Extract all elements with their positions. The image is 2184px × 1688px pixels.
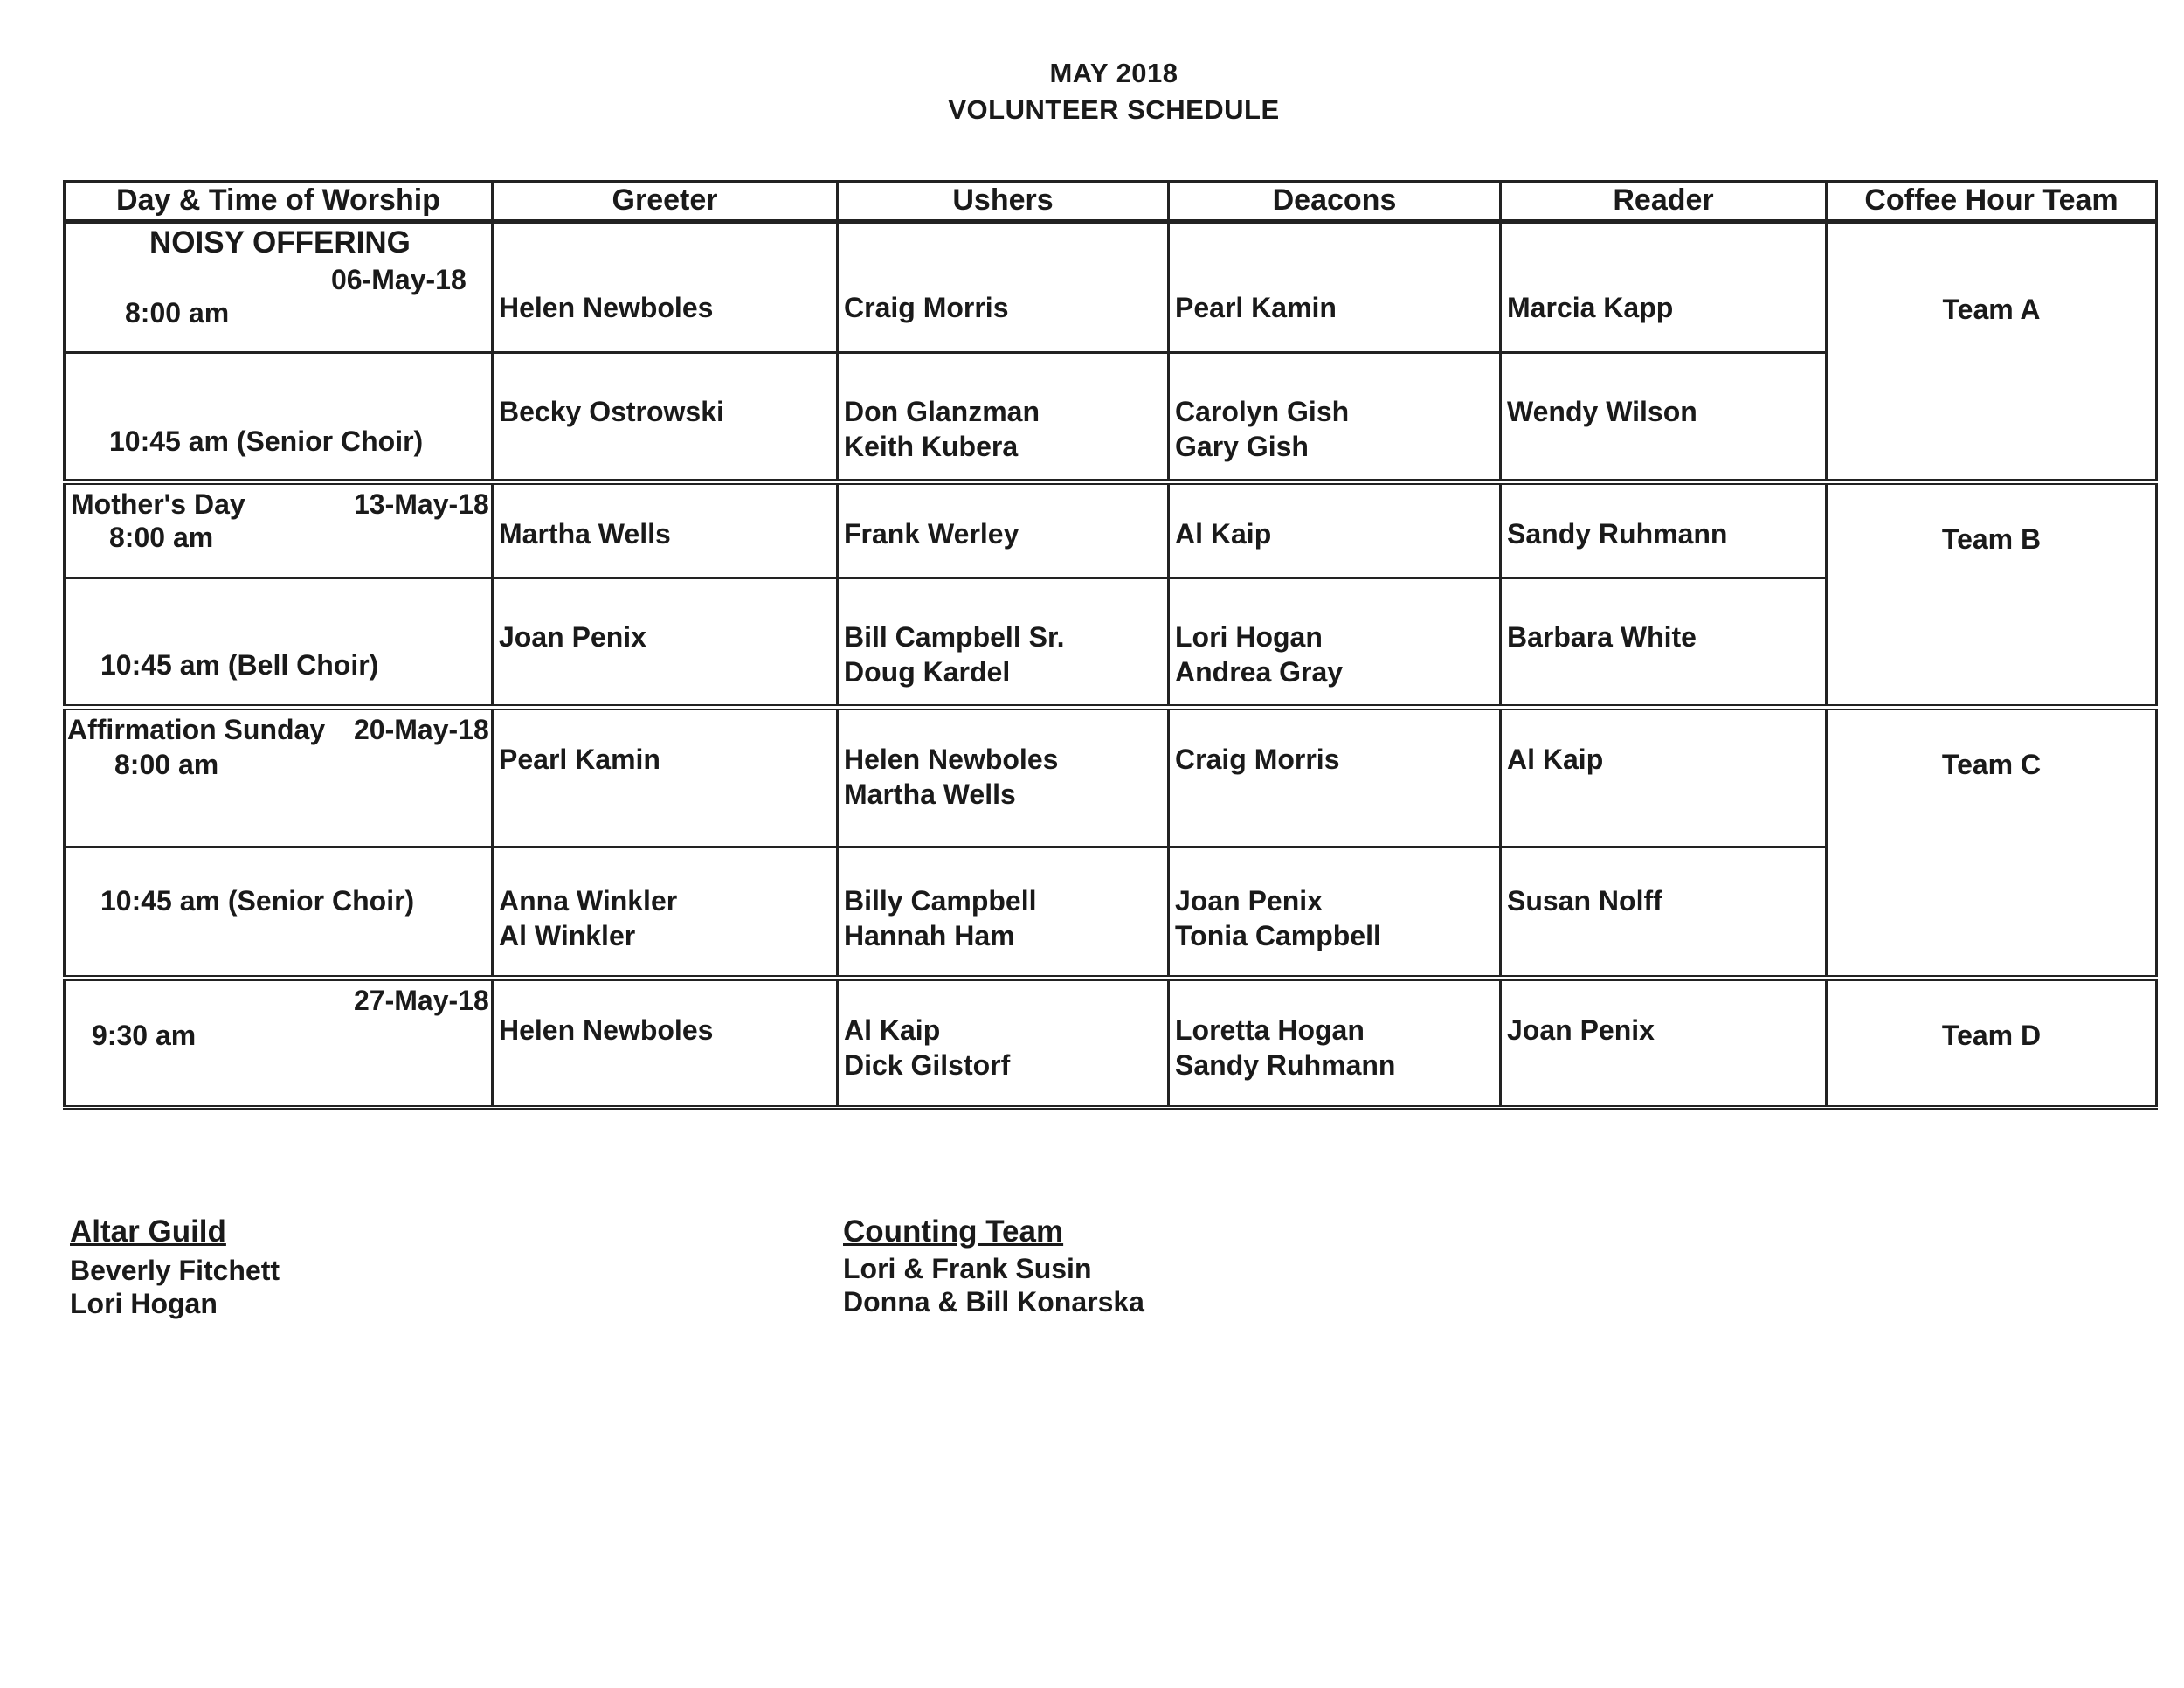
altar-guild-heading: Altar Guild bbox=[70, 1214, 226, 1249]
greeter-name: Helen Newboles bbox=[499, 292, 714, 323]
reader-name: Wendy Wilson bbox=[1507, 396, 1697, 427]
usher-name: Al Kaip bbox=[844, 1014, 941, 1046]
usher-name: Don Glanzman bbox=[844, 396, 1040, 427]
schedule-title: VOLUNTEER SCHEDULE bbox=[948, 94, 1280, 125]
column-header-coffee-hour-team: Coffee Hour Team bbox=[1827, 182, 2157, 222]
week-label: NOISY OFFERING bbox=[149, 225, 411, 259]
week-date: 06-May-18 bbox=[331, 264, 467, 295]
column-header-ushers: Ushers bbox=[838, 182, 1169, 222]
service-time: 10:45 am (Senior Choir) bbox=[100, 885, 415, 917]
usher-name: Hannah Ham bbox=[844, 920, 1015, 951]
greeter-cell bbox=[493, 482, 838, 578]
deacons-cell bbox=[1169, 979, 1501, 1108]
day-time-cell bbox=[65, 708, 493, 847]
deacon-name: Sandy Ruhmann bbox=[1175, 1049, 1396, 1081]
greeter-name: Al Winkler bbox=[499, 920, 636, 951]
deacon-name: Gary Gish bbox=[1175, 431, 1309, 462]
deacons-cell bbox=[1169, 222, 1501, 353]
usher-name: Bill Campbell Sr. bbox=[844, 621, 1065, 653]
week-label: Mother's Day bbox=[71, 488, 245, 520]
service-time: 10:45 am (Senior Choir) bbox=[109, 425, 424, 457]
greeter-cell bbox=[493, 578, 838, 708]
greeter-cell bbox=[493, 847, 838, 979]
week-date: 20-May-18 bbox=[354, 714, 489, 745]
reader-name: Joan Penix bbox=[1507, 1014, 1655, 1046]
service-time: 8:00 am bbox=[125, 297, 230, 329]
volunteer-schedule-table bbox=[63, 180, 2158, 1110]
service-time: 10:45 am (Bell Choir) bbox=[100, 649, 379, 681]
reader-name: Al Kaip bbox=[1507, 744, 1604, 775]
counting-team-member: Lori & Frank Susin bbox=[843, 1253, 1092, 1284]
deacon-name: Tonia Campbell bbox=[1175, 920, 1381, 951]
greeter-name: Anna Winkler bbox=[499, 885, 678, 917]
usher-name: Doug Kardel bbox=[844, 656, 1011, 688]
coffee-team-name: Team A bbox=[1942, 294, 2041, 325]
week-date: 27-May-18 bbox=[354, 985, 489, 1016]
reader-cell bbox=[1501, 847, 1827, 979]
day-time-cell bbox=[65, 979, 493, 1108]
reader-cell bbox=[1501, 353, 1827, 482]
coffee-team-cell bbox=[1827, 979, 2157, 1108]
usher-name: Martha Wells bbox=[844, 778, 1016, 810]
table-row bbox=[65, 482, 2157, 578]
deacons-cell bbox=[1169, 353, 1501, 482]
day-time-cell bbox=[65, 847, 493, 979]
altar-guild-member: Beverly Fitchett bbox=[70, 1255, 280, 1286]
greeter-name: Becky Ostrowski bbox=[499, 396, 724, 427]
usher-name: Frank Werley bbox=[844, 518, 1019, 550]
deacon-name: Craig Morris bbox=[1175, 744, 1340, 775]
reader-name: Barbara White bbox=[1507, 621, 1697, 653]
day-time-cell bbox=[65, 353, 493, 482]
ushers-cell bbox=[838, 708, 1169, 847]
column-header-greeter: Greeter bbox=[493, 182, 838, 222]
ushers-cell bbox=[838, 979, 1169, 1108]
greeter-cell bbox=[493, 222, 838, 353]
deacons-cell bbox=[1169, 578, 1501, 708]
ushers-cell bbox=[838, 578, 1169, 708]
coffee-team-cell bbox=[1827, 222, 2157, 482]
column-header-reader: Reader bbox=[1501, 182, 1827, 222]
deacon-name: Joan Penix bbox=[1175, 885, 1323, 917]
ushers-cell bbox=[838, 222, 1169, 353]
ushers-cell bbox=[838, 482, 1169, 578]
reader-name: Sandy Ruhmann bbox=[1507, 518, 1728, 550]
coffee-team-name: Team B bbox=[1941, 523, 2042, 555]
day-time-cell bbox=[65, 222, 493, 353]
counting-team-heading: Counting Team bbox=[843, 1214, 1064, 1249]
deacon-name: Lori Hogan bbox=[1175, 621, 1323, 653]
reader-cell bbox=[1501, 708, 1827, 847]
reader-name: Marcia Kapp bbox=[1507, 292, 1674, 323]
greeter-cell bbox=[493, 708, 838, 847]
week-date: 13-May-18 bbox=[354, 488, 489, 520]
service-time: 8:00 am bbox=[109, 522, 214, 553]
greeter-cell bbox=[493, 353, 838, 482]
week-label: Affirmation Sunday bbox=[67, 714, 326, 745]
reader-cell bbox=[1501, 482, 1827, 578]
greeter-name: Joan Penix bbox=[499, 621, 646, 653]
column-header-deacons: Deacons bbox=[1169, 182, 1501, 222]
table-header-row bbox=[65, 182, 2157, 222]
day-time-cell bbox=[65, 578, 493, 708]
service-time: 9:30 am bbox=[92, 1020, 197, 1051]
deacons-cell bbox=[1169, 482, 1501, 578]
greeter-name: Pearl Kamin bbox=[499, 744, 660, 775]
coffee-team-cell bbox=[1827, 482, 2157, 708]
reader-name: Susan Nolff bbox=[1507, 885, 1662, 917]
greeter-name: Helen Newboles bbox=[499, 1014, 714, 1046]
usher-name: Helen Newboles bbox=[844, 744, 1059, 775]
reader-cell bbox=[1501, 578, 1827, 708]
deacon-name: Pearl Kamin bbox=[1175, 292, 1337, 323]
table-row bbox=[65, 979, 2157, 1108]
table-row bbox=[65, 222, 2157, 353]
deacons-cell bbox=[1169, 847, 1501, 979]
deacon-name: Andrea Gray bbox=[1175, 656, 1344, 688]
column-header-day-time: Day & Time of Worship bbox=[65, 182, 493, 222]
altar-guild-member: Lori Hogan bbox=[70, 1288, 218, 1319]
counting-team-member: Donna & Bill Konarska bbox=[843, 1286, 1144, 1318]
reader-cell bbox=[1501, 222, 1827, 353]
deacon-name: Al Kaip bbox=[1175, 518, 1272, 550]
coffee-team-cell bbox=[1827, 708, 2157, 979]
coffee-team-name: Team D bbox=[1941, 1020, 2042, 1051]
table-row bbox=[65, 708, 2157, 847]
deacon-name: Carolyn Gish bbox=[1175, 396, 1350, 427]
usher-name: Billy Campbell bbox=[844, 885, 1037, 917]
greeter-name: Martha Wells bbox=[499, 518, 671, 550]
reader-cell bbox=[1501, 979, 1827, 1108]
day-time-cell bbox=[65, 482, 493, 578]
service-time: 8:00 am bbox=[114, 749, 219, 780]
deacons-cell bbox=[1169, 708, 1501, 847]
schedule-month-title: MAY 2018 bbox=[1049, 58, 1178, 88]
ushers-cell bbox=[838, 353, 1169, 482]
usher-name: Craig Morris bbox=[844, 292, 1009, 323]
usher-name: Dick Gilstorf bbox=[844, 1049, 1011, 1081]
greeter-cell bbox=[493, 979, 838, 1108]
deacon-name: Loretta Hogan bbox=[1175, 1014, 1365, 1046]
usher-name: Keith Kubera bbox=[844, 431, 1019, 462]
ushers-cell bbox=[838, 847, 1169, 979]
coffee-team-name: Team C bbox=[1941, 749, 2042, 780]
